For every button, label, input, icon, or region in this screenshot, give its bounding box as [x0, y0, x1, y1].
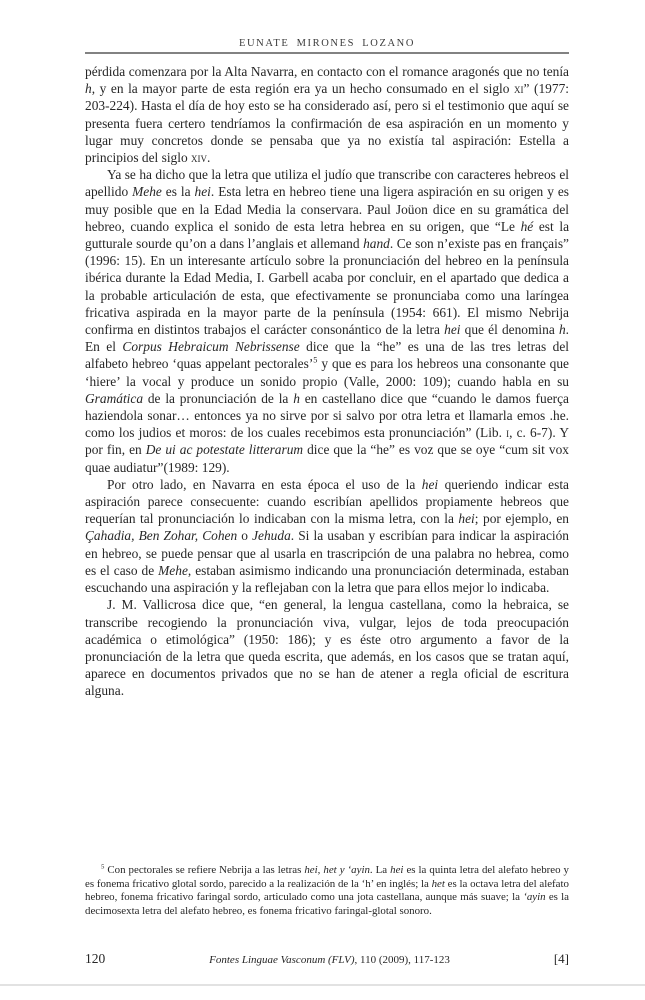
- paragraph: pérdida comenzara por la Alta Navarra, en contacto con el romance aragonés que no tenía h, y en la mayor parte de esta región era ya un hecho consumado en el siglo xi” (1977: 203-224). Hasta el día de hoy esto se ha considerado así, pero si el testimonio que aquí se presenta fuera certero tendríamos la confirmación de esa aspiración en un momento y lugar muy concretos donde se pensaba que ya no existía tal aspiración: Estella a principios del siglo xiv.: [85, 64, 569, 166]
- article-body: [85, 63, 569, 700]
- header-rule: [85, 52, 569, 54]
- issue-marker: [4]: [553, 951, 569, 966]
- paragraph: Por otro lado, en Navarra en esta época el uso de la hei queriendo indicar esta aspiración parece consecuente: cuando escribían apellidos propiamente hebreos que requerían tal pronunciación lo indicaban con la misma letra, con la hei; por ejemplo, en Çahadia, Ben Zohar, Cohen o Jehuda. Si la usaban y escribían para indicar la aspiración en hebreo, se puede pensar que al usarla en trascripción de una palabra no hebrea, como es el caso de Mehe, estaban asimismo indicando una pronunciación determinada, estaban escuchando una aspiración y la reflejaban con la letra que para ellos mejor lo indicaba.: [85, 476, 570, 596]
- paragraph: J. M. Vallicrosa dice que, “en general, la lengua castellana, como la hebraica, se transcribe recogiendo la pronunciación viva, vulgar, lejos de toda preocupación académica o etimológica” (1950: 186); y es éste otro argumento a favor de la pronunciación de la letra que queda escrita, que además, en los casos que se tratan aquí, aparece en documentos privados que no se han de atener a regla oficial de escritura alguna.: [85, 597, 569, 699]
- page-number: 120: [85, 951, 106, 966]
- running-head: EUNATE MIRONES LOZANO: [238, 38, 416, 49]
- journal-citation: Fontes Linguae Vasconum (FLV), 110 (2009), 117-123: [209, 954, 450, 966]
- page-footer: [85, 951, 569, 967]
- paragraph: Ya se ha dicho que la letra que utiliza el judío que transcribe con caracteres hebreos el apellido Mehe es la hei. Esta letra en hebreo tiene una ligera aspiración en su origen y es muy posible que en la Edad Media la conservara. Paul Joüon dice en su gramática del hebreo, cuando explica el sonido de esta letra hebrea en su origen, que “Le hé est la gutturale sourde qu’on a dans l’anglais et allemand hand. Ce son n’existe pas en français” (1996: 15). En un interesante artículo sobre la pronunciación del hebreo en la península ibérica durante la Edad Media, I. Garbell acaba por concluir, en el apartado que dedica a la probable articulación de esta, que efectivamente se pronunciaba como una laríngea fricativa aspirada en la mayor parte de la península (1954: 661). El mismo Nebrija confirma en distintos trabajos el carácter consonántico de la letra hei que él denomina h. En el Corpus Hebraicum Nebrissense dice que la “he” es una de las tres letras del alfabeto hebreo ‘quas appelant pectorales’$^5$ y que es para los hebreos una consonante que ‘hiere’ la vocal y produce un sonido propio (Valle, 2000: 109); cuando habla en su Gramática de la pronunciación de la h en castellano dice que “cuando le damos fuerça haziendola sonar… entonces ya no sirve por si salvo por otra letra et llamarla emos .he. como los judios et moros: de los cuales recebimos esta pronunciación” (Lib. i, c. 6-7). Y por fin, en De ui ac potestate litterarum dice que la “he” es voz que se oye “cum sit vox quae audiatur”(1989: 129).: [85, 167, 570, 475]
- footnote: $^5$ Con pectorales se refiere Nebrija a las letras hei, het y ‘ayin. La hei es la quinta letra del alefato hebreo y es fonema fricativo glotal sordo, parecido a la realización de la ‘h’ en inglés; la het es la octava letra del alefato hebreo, fonema fricativo faringal sordo, articulado como una jota castellana, aunque más suave; la ‘ayin es la decimosexta letra del alefato hebreo, es fonema fricativo faringal-glotal sonoro.: [85, 863, 569, 918]
- page-edge-artifact: [0, 984, 645, 986]
